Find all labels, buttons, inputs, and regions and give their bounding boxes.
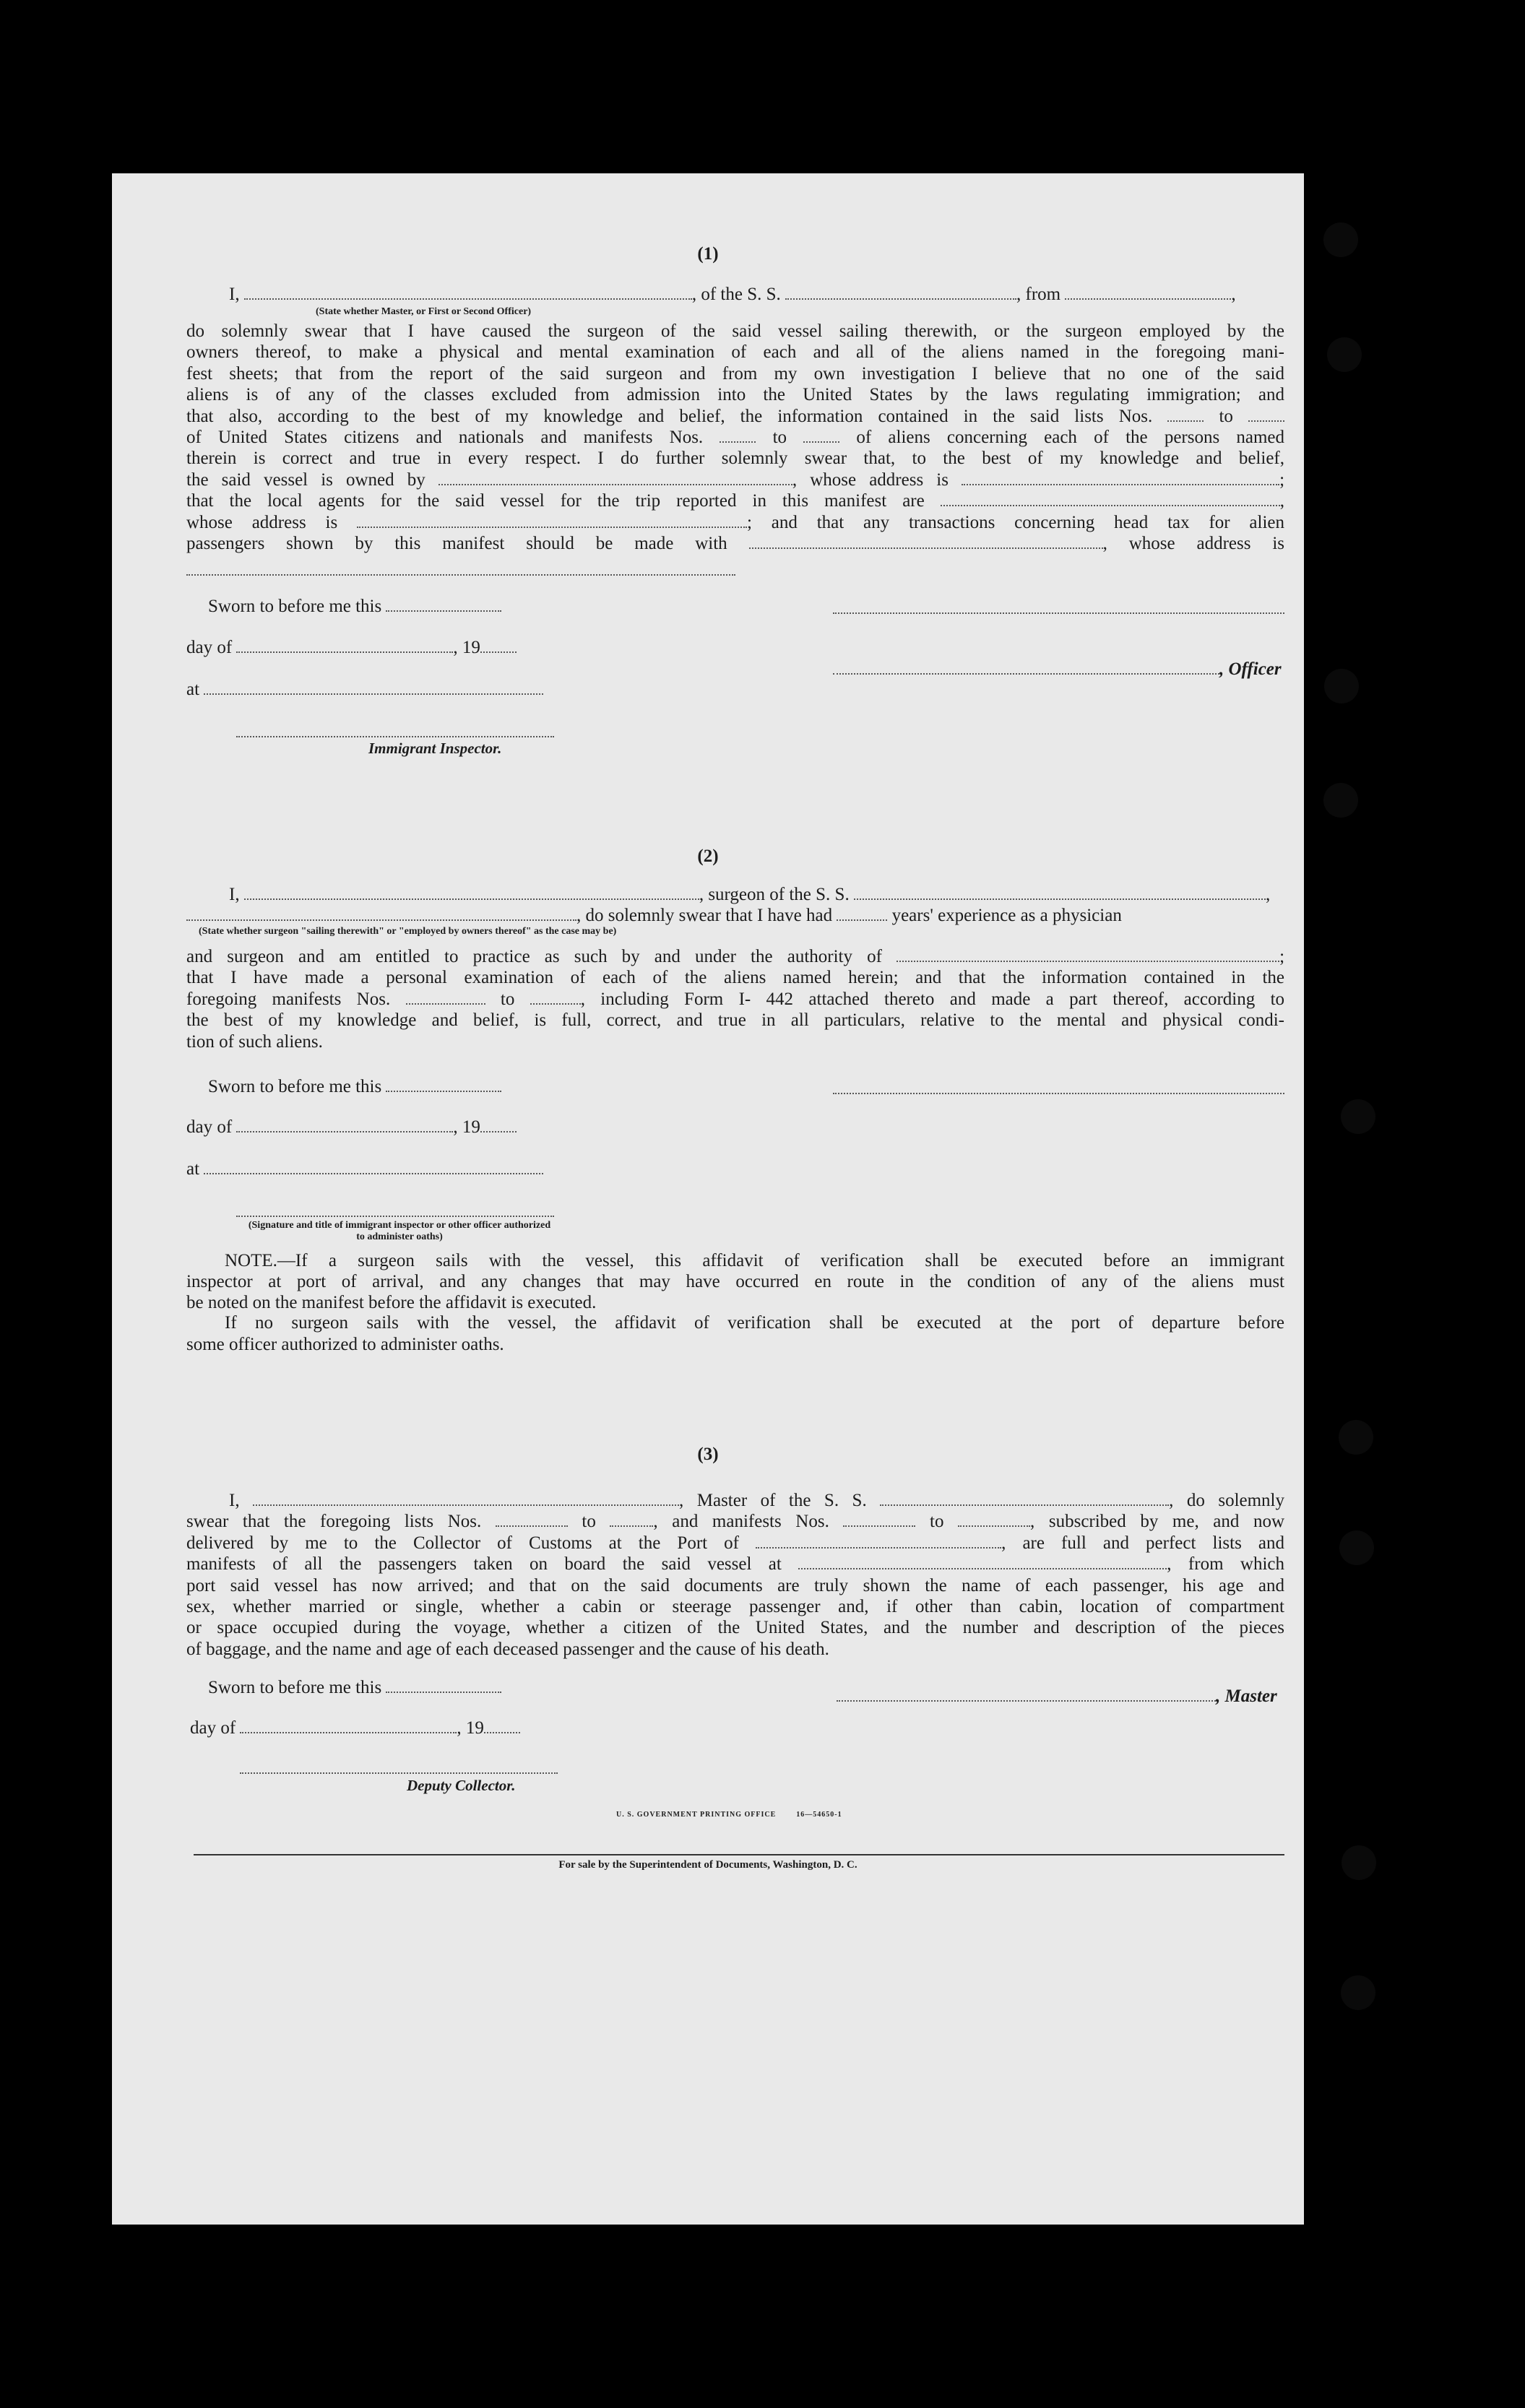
s3-manifests-to-field[interactable] bbox=[958, 1512, 1030, 1527]
s2-body bbox=[186, 946, 1284, 1031]
s1-comma: , bbox=[1231, 285, 1236, 304]
s2-inspector-signature-field[interactable] bbox=[236, 1216, 554, 1217]
s1-line-4: aliens is of any of the classes excluded from admission into the United States by the laws regulating immigration; and bbox=[186, 385, 1284, 405]
s2-at-field[interactable] bbox=[204, 1160, 543, 1174]
s2-first-line: I, , surgeon of the S. S. , bbox=[229, 885, 1271, 904]
s1-agents-address-field[interactable] bbox=[357, 514, 747, 528]
s1-caption: (State whether Master, or First or Second Officer) bbox=[316, 306, 532, 317]
s1-line-2: owners thereof, to make a physical and mental examination of each and all of the aliens named in the foregoing mani- bbox=[186, 342, 1284, 363]
s2-caption2: (Signature and title of immigrant inspector or other officer authorized to administer oaths) bbox=[248, 1220, 551, 1242]
s2-day-of: day of , 19 bbox=[186, 1117, 517, 1138]
gpo-imprint: U. S. GOVERNMENT PRINTING OFFICE 16—54650-1 bbox=[616, 1811, 842, 1819]
s3-sworn: Sworn to before me this bbox=[208, 1677, 501, 1698]
s2-line-2: that I have made a personal examination of each of the aliens named herein; and that the information contained in the bbox=[186, 968, 1284, 988]
binder-hole bbox=[1323, 783, 1358, 818]
s1-line-3: fest sheets; that from the report of the said surgeon and from my own investigation I believe that no one of the said bbox=[186, 363, 1284, 384]
section-3-number: (3) bbox=[697, 1445, 719, 1464]
s2-year-field[interactable] bbox=[480, 1118, 517, 1132]
s1-line-11: passengers shown by this manifest should be made with , whose address is bbox=[186, 534, 1284, 554]
s2-sworn: Sworn to before me this bbox=[208, 1076, 501, 1097]
section-2-number: (2) bbox=[697, 846, 719, 866]
s1-from: , from bbox=[1016, 285, 1061, 304]
s3-port-taken-field[interactable] bbox=[798, 1555, 1167, 1569]
s1-owner-address-field[interactable] bbox=[962, 471, 1279, 485]
s3-body bbox=[186, 1490, 1284, 1639]
s3-master-signature-field[interactable] bbox=[837, 1687, 1216, 1702]
s2-sworn-day-field[interactable] bbox=[386, 1078, 501, 1092]
s3-master-name-field[interactable] bbox=[253, 1491, 679, 1506]
s1-line-7: therein is correct and true in every respect. I do further solemnly swear that, to the best of my knowledge and belief, bbox=[186, 449, 1284, 469]
s1-year-field[interactable] bbox=[480, 638, 517, 653]
s3-line-7: or space occupied during the voyage, whether a citizen of the United States, and the number and description of the pieces bbox=[186, 1618, 1284, 1638]
s3-manifests-from-field[interactable] bbox=[843, 1512, 915, 1527]
s3-line-2: swear that the foregoing lists Nos. to , and manifests Nos. to , subscribed by me, and now bbox=[186, 1512, 1285, 1532]
s3-line-6: sex, whether married or single, whether a cabin or steerage passenger and, if other than cabin, location of compartment bbox=[186, 1597, 1284, 1617]
s1-line-5: that also, according to the best of my knowledge and belief, the information contained in the said lists Nos. to bbox=[186, 406, 1284, 427]
binder-hole bbox=[1342, 1845, 1376, 1880]
binder-hole bbox=[1339, 1530, 1374, 1565]
footer-rule bbox=[194, 1854, 1284, 1855]
s3-line-5: port said vessel has now arrived; and that on the said documents are truly shown the name of each passenger, his age and bbox=[186, 1575, 1284, 1595]
s1-manifests-from-field[interactable] bbox=[720, 428, 756, 443]
s1-sworn: Sworn to before me this bbox=[208, 596, 501, 617]
s2-surgeon-type-field[interactable] bbox=[186, 906, 576, 921]
s3-month-field[interactable] bbox=[240, 1719, 457, 1733]
s1-officer-signature-field[interactable] bbox=[833, 612, 1284, 614]
s3-day-of: day of , 19 bbox=[190, 1718, 520, 1738]
s3-line-4: manifests of all the passengers taken on board the said vessel at , from which bbox=[186, 1554, 1285, 1575]
s2-line-4: the best of my knowledge and belief, is full, correct, and true in all particulars, relative to the mental and physical condi- bbox=[186, 1010, 1284, 1031]
section-1-number: (1) bbox=[697, 244, 719, 264]
s1-address-continuation-field[interactable] bbox=[186, 574, 735, 576]
s1-from-port-field[interactable] bbox=[1065, 285, 1231, 300]
binder-hole bbox=[1327, 337, 1362, 372]
s1-day-of: day of , 19 bbox=[186, 637, 517, 658]
s1-i: I, bbox=[229, 285, 240, 304]
s2-note bbox=[186, 1251, 1284, 1292]
s3-line-3: delivered by me to the Collector of Customs at the Port of , are full and perfect lists and bbox=[186, 1533, 1285, 1553]
s1-at: at bbox=[186, 679, 543, 700]
binder-hole bbox=[1339, 1420, 1373, 1455]
s1-officer-title-field[interactable] bbox=[833, 660, 1219, 675]
s1-inspector-label: Immigrant Inspector. bbox=[368, 740, 502, 757]
s2-ship-name-field[interactable] bbox=[854, 885, 1266, 900]
s2-at: at bbox=[186, 1158, 543, 1179]
s2-manifests-from-field[interactable] bbox=[406, 990, 485, 1005]
s1-line-1: do solemnly swear that I have caused the surgeon of the said vessel sailing therewith, or the surgeon employed by the bbox=[186, 321, 1284, 341]
s2-surgeon-signature-field[interactable] bbox=[833, 1093, 1284, 1094]
s2-surgeon-name-field[interactable] bbox=[244, 885, 699, 900]
s2-caption: (State whether surgeon "sailing therewith" or "employed by owners thereof" as the case may be) bbox=[199, 926, 617, 937]
s2-note2-line-2: some officer authorized to administer oaths. bbox=[186, 1335, 504, 1354]
s2-second-line: , do solemnly swear that I have had years' experience as a physician bbox=[186, 905, 1122, 926]
s2-note-line-2: inspector at port of arrival, and any changes that may have occurred en route in the condition of any of the aliens must bbox=[186, 1271, 1284, 1291]
s3-port-field[interactable] bbox=[756, 1534, 1001, 1549]
s1-manifests-to-field[interactable] bbox=[803, 428, 839, 443]
s2-line-3: foregoing manifests Nos. to , including Form I- 442 attached thereto and made a part thereof, according to bbox=[186, 989, 1285, 1009]
s2-line-5: tion of such aliens. bbox=[186, 1032, 323, 1052]
s2-month-field[interactable] bbox=[236, 1118, 453, 1132]
s3-deputy-label: Deputy Collector. bbox=[407, 1777, 516, 1794]
s1-ship-name-field[interactable] bbox=[785, 285, 1016, 300]
s1-line-8: the said vessel is owned by , whose address is ; bbox=[186, 469, 1285, 490]
binder-hole bbox=[1341, 1099, 1375, 1134]
sale-notice: For sale by the Superintendent of Documents, Washington, D. C. bbox=[558, 1859, 857, 1871]
s1-sworn-day-field[interactable] bbox=[386, 597, 501, 612]
s2-note-line-3: be noted on the manifest before the affidavit is executed. bbox=[186, 1293, 597, 1312]
s1-at-field[interactable] bbox=[204, 680, 543, 695]
s3-ship-name-field[interactable] bbox=[880, 1491, 1169, 1506]
s3-year-field[interactable] bbox=[484, 1719, 520, 1733]
form-sheet bbox=[112, 173, 1304, 2225]
s3-lists-from-field[interactable] bbox=[496, 1512, 568, 1527]
s1-body bbox=[186, 321, 1284, 554]
s1-officer-name-field[interactable] bbox=[244, 285, 692, 300]
s3-line-8: of baggage, and the name and age of each deceased passenger and the cause of his death. bbox=[186, 1640, 829, 1659]
s3-line-1: I, , Master of the S. S. , do solemnly bbox=[229, 1491, 1285, 1510]
s1-line-10: whose address is ; and that any transactions concerning head tax for alien bbox=[186, 512, 1284, 532]
s1-lists-to-field[interactable] bbox=[1248, 407, 1284, 422]
s2-authority-field[interactable] bbox=[897, 948, 1279, 962]
s3-sworn-day-field[interactable] bbox=[386, 1679, 501, 1693]
s1-month-field[interactable] bbox=[236, 638, 453, 653]
s1-owner-field[interactable] bbox=[439, 471, 792, 485]
s1-officer-line: , Officer bbox=[833, 659, 1282, 680]
s1-line-6: of United States citizens and nationals and manifests Nos. to of aliens concerning each of the persons named bbox=[186, 428, 1285, 448]
s2-manifests-to-field[interactable] bbox=[530, 990, 581, 1005]
s2-note2 bbox=[186, 1313, 1284, 1334]
s3-master-line: , Master bbox=[837, 1686, 1277, 1707]
s3-lists-to-field[interactable] bbox=[610, 1512, 653, 1527]
s1-head-tax-field[interactable] bbox=[749, 534, 1103, 549]
s1-agents-field[interactable] bbox=[941, 492, 1280, 506]
s1-lists-from-field[interactable] bbox=[1167, 407, 1204, 422]
s1-first-line bbox=[229, 284, 1399, 305]
binder-hole bbox=[1324, 669, 1359, 703]
s2-note2-line-1: If no surgeon sails with the vessel, the affidavit of verification shall be executed at the port of departure before bbox=[225, 1313, 1284, 1333]
s2-note-line-1: NOTE.—If a surgeon sails with the vessel, this affidavit of verification shall be executed before an immigrant bbox=[225, 1251, 1284, 1270]
s3-collector-signature-field[interactable] bbox=[240, 1772, 558, 1774]
s1-line-9: that the local agents for the said vessel for the trip reported in this manifest are , bbox=[186, 491, 1285, 511]
s1-inspector-signature-field[interactable] bbox=[236, 736, 554, 737]
s1-of-ss: , of the S. S. bbox=[691, 285, 781, 304]
s2-line-1: and surgeon and am entitled to practice as such by and under the authority of ; bbox=[186, 947, 1285, 966]
s2-years-field[interactable] bbox=[837, 906, 887, 921]
binder-hole bbox=[1323, 222, 1358, 257]
binder-hole bbox=[1341, 1975, 1375, 2010]
